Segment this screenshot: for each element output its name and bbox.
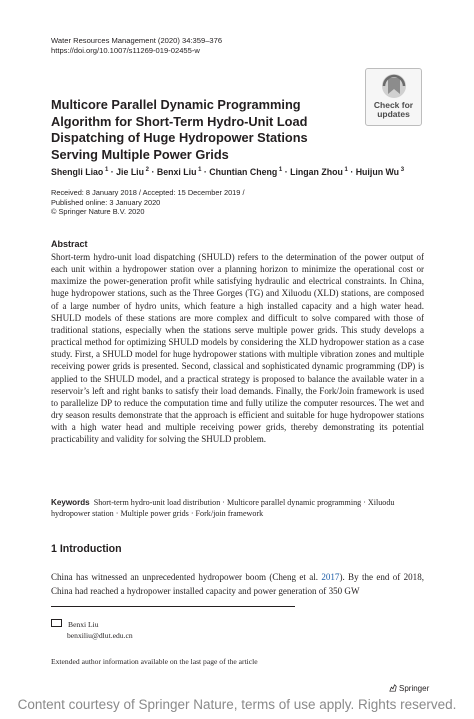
- author-affiliation-index: 3: [399, 167, 405, 174]
- author-separator: ·: [282, 167, 291, 177]
- author-affiliation-index: 1: [342, 167, 348, 174]
- author-separator: ·: [347, 167, 356, 177]
- crossmark-icon: [370, 72, 418, 100]
- author-separator: ·: [108, 167, 117, 177]
- badge-line2: updates: [377, 109, 410, 119]
- author-name[interactable]: Shengli Liao: [51, 167, 104, 177]
- keywords: [51, 497, 424, 519]
- author-affiliation-index: 1: [277, 167, 283, 174]
- intro-text-1: China has witnessed an unprecedented hydropower boom (Cheng et al.: [51, 572, 322, 582]
- badge-line1: Check for: [373, 100, 414, 110]
- copyright: © Springer Nature B.V. 2020: [51, 207, 145, 217]
- keywords-text: Short-term hydro-unit load distribution · Multicore parallel dynamic programming · Xiluodu hydropower station · Multiple power grids · Fork/join framework: [51, 498, 395, 518]
- author-name[interactable]: Benxi Liu: [156, 167, 197, 177]
- journal-info: [51, 36, 222, 56]
- author-list: [51, 167, 404, 177]
- intro-paragraph: [51, 570, 424, 598]
- author-name[interactable]: Lingan Zhou: [290, 167, 343, 177]
- keywords-label: Keywords: [51, 498, 90, 507]
- springer-horse-icon: [389, 684, 397, 692]
- courtesy-notice: Content courtesy of Springer Nature, terms of use apply. Rights reserved.: [17, 697, 457, 712]
- envelope-icon: [51, 619, 62, 627]
- publisher-logo: [389, 684, 429, 693]
- author-name[interactable]: Jie Liu: [116, 167, 145, 177]
- author-name[interactable]: Chuntian Cheng: [209, 167, 278, 177]
- author-affiliation-index: 2: [144, 167, 150, 174]
- journal-citation: Water Resources Management (2020) 34:359–376: [51, 36, 223, 45]
- section-title: 1 Introduction: [51, 543, 122, 555]
- publication-dates: [51, 188, 245, 217]
- author-affiliation-index: 1: [103, 167, 109, 174]
- author-separator: ·: [149, 167, 157, 177]
- intro-text-2: ). By the end of 2018, China had reached a hydropower installed capacity and power generation of 350 GW: [51, 572, 424, 596]
- footnote-divider: [51, 606, 295, 607]
- author-affiliation-index: 1: [196, 167, 202, 174]
- contact-email[interactable]: benxiliu@dlut.edu.cn: [67, 631, 133, 640]
- author-name[interactable]: Huijun Wu: [355, 167, 400, 177]
- check-for-updates-badge[interactable]: [365, 68, 422, 126]
- published-online: Published online: 3 January 2020: [51, 197, 161, 207]
- extended-info-note: Extended author information available on the last page of the article: [51, 657, 258, 666]
- citation-link[interactable]: 2017: [321, 572, 340, 582]
- paper-title: Multicore Parallel Dynamic Programming Algorithm for Short-Term Hydro-Unit Load Dispatching of Huge Hydropower Stations Serving Multiple Power Grids: [51, 97, 308, 162]
- publisher-name: Springer: [399, 684, 430, 693]
- abstract-heading: Abstract: [51, 239, 88, 249]
- abstract-text: Short-term hydro-unit load dispatching (SHULD) refers to the determination of the power output of each unit within a hydropower station over a planning horizon to minimize the operational cost or maximize the power-generation profit while satisfying hydraulic and electrical constraints. In China, huge hydropower stations, such as the Three Gorges (TG) and Xiluodu (XLD) stations, are composed of a large number of hydro units, which feature a high installed capacity and a high water head. SHULD models of these stations are more complex and difficult to solve compared with those of traditional stations, especially when the stations serve multiple power grids. This study develops a practical method for optimizing SHULD models by considering the XLD hydropower station as a case study. First, a SHULD model for huge hydropower stations with multiple vibration zones and multiple receiving power grids is presented. Second, classical and sophisticated dynamic programming (DP) is applied to the SHULD model, and a practical strategy is proposed to balance the available water in a reservoir’s left and right banks to satisfy their load demands. Finally, the Fork/Join framework is used to parallelize DP to reduce the computation time and fully utilize the computer resources. The wet and dry season results demonstrate that the approach is efficient and suitable for huge hydropower stations with a high water head and multiple receiving power grids, thereby demonstrating its potential practicability and validity for solving the SHULD problem.: [51, 252, 424, 445]
- corresponding-author: [51, 619, 133, 641]
- contact-name: Benxi Liu: [68, 620, 99, 629]
- doi-link[interactable]: https://doi.org/10.1007/s11269-019-02455-w: [51, 46, 200, 55]
- received-accepted: Received: 8 January 2018 / Accepted: 15 December 2019 /: [51, 188, 245, 197]
- author-separator: ·: [201, 167, 210, 177]
